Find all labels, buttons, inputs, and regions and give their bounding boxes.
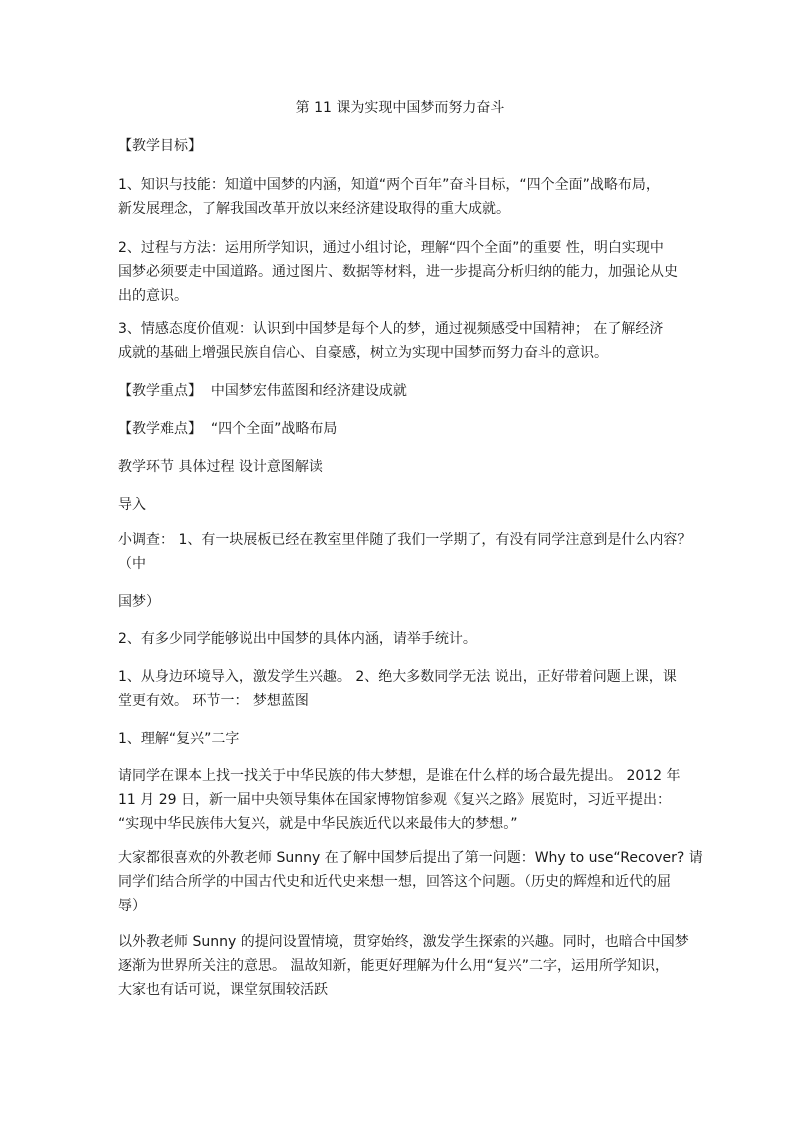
key-point-text: 中国梦宏伟蓝图和经济建设成就 — [210, 383, 407, 399]
understand-fuxing: 1、理解“复兴”二字 — [118, 731, 240, 747]
design-intent-one: 1、从身边环境导入，激发学生兴趣。 2、绝大多数同学无法 说出，正好带着问题上课，课 堂更有效。 环节一： 梦想蓝图 — [118, 669, 677, 709]
sunny-question: 大家都很喜欢的外教老师 Sunny 在了解中国梦后提出了第一问题：Why to use“Recover? 请 同学们结合所学的中国古代史和近代史来想一想，回答这个问题。（历史的辉煌和近代的屈 辱） — [118, 850, 703, 914]
objective-emotions-values: 3、情感态度价值观：认识到中国梦是每个人的梦，通过视频感受中国精神； 在了解经济 成就的基础上增强民族自信心、自豪感，树立为实现中国梦而努力奋斗的意识。 — [118, 321, 664, 361]
document-title: 第 11 课为实现中国梦而努力奋斗 — [295, 100, 505, 116]
difficulty-text: “四个全面”战略布局 — [210, 421, 338, 437]
document-page — [118, 0, 703, 1123]
find-in-textbook: 请同学在课本上找一找关于中华民族的伟大梦想，是谁在什么样的场合最先提出。 2012 年 11 月 29 日，新一届中央领导集体在国家博物馆参观《复兴之路》展览时，习近平提出： “实现中华民族伟大复兴，就是中华民族近代以来最伟大的梦想。” — [118, 768, 681, 832]
key-point-label: 【教学重点】 — [118, 383, 202, 399]
table-header-row: 教学环节 具体过程 设计意图解读 — [118, 459, 323, 475]
survey-question: 小调查： 1、有一块展板已经在教室里伴随了我们一学期了，有没有同学注意到是什么内容？ （中 — [118, 532, 692, 572]
question-two: 2、有多少同学能够说出中国梦的具体内涵，请举手统计。 — [118, 631, 477, 647]
key-point-row — [118, 379, 682, 403]
intro-label: 导入 — [118, 497, 146, 513]
difficulty-row — [118, 417, 682, 441]
design-intent-two: 以外教老师 Sunny 的提问设置情境，贯穿始终，激发学生探索的兴趣。同时，也暗合中国梦 逐渐为世界所关注的意思。 温故知新，能更好理解为什么用“复兴”二字，运用所学知识， 大家也有话可说，课堂氛围较活跃 — [118, 934, 689, 998]
objectives-heading: 【教学目标】 — [118, 138, 202, 154]
survey-answer: 国梦） — [118, 594, 160, 610]
objective-knowledge-skills: 1、知识与技能：知道中国梦的内涵，知道“两个百年”奋斗目标，“四个全面”战略布局， 新发展理念，了解我国改革开放以来经济建设取得的重大成就。 — [118, 177, 660, 217]
objective-process-methods: 2、过程与方法：运用所学知识，通过小组讨论，理解“四个全面”的重要 性，明白实现中 国梦必须要走中国道路。通过图片、数据等材料，进一步提高分析归纳的能力，加强论从史 出的意识。 — [118, 240, 678, 304]
difficulty-label: 【教学难点】 — [118, 421, 202, 437]
